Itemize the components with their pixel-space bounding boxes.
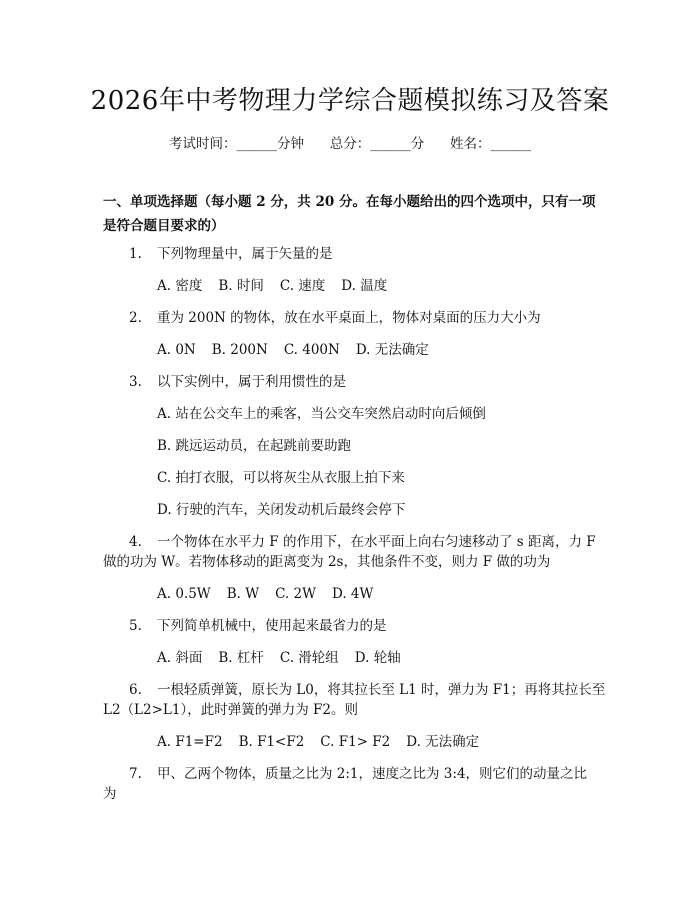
question-4-stem-line1 — [129, 532, 596, 552]
question-text: 下列物理量中，属于矢量的是 — [157, 246, 333, 262]
section-heading-line1: 一、单项选择题（每小题 2 分，共 20 分。在每小题给出的四个选项中，只有一项 — [103, 194, 596, 210]
option-a: A. 0N — [157, 342, 196, 358]
option-c: C. 2W — [275, 586, 316, 602]
option-a: A. 斜面 — [157, 650, 203, 666]
question-number: 1. — [129, 246, 142, 262]
option-c: C. 速度 — [279, 278, 326, 294]
question-7-stem-line1 — [129, 764, 587, 784]
option-d: D. 无法确定 — [406, 734, 480, 750]
option-a: A. 0.5W — [157, 586, 211, 602]
option-b: B. 杠杆 — [218, 650, 264, 666]
score-unit: 分 — [410, 136, 425, 152]
question-number: 3. — [129, 374, 142, 390]
page-title: 2026年中考物理力学综合题模拟练习及答案 — [90, 86, 610, 116]
question-1-stem — [129, 244, 333, 264]
question-5-stem — [129, 616, 387, 636]
option-d: D. 轮轴 — [354, 650, 401, 666]
score-blank: ______ — [370, 136, 411, 152]
question-number: 5. — [129, 618, 142, 634]
question-3-option-d: D. 行驶的汽车，关闭发动机后最终会停下 — [157, 502, 406, 518]
option-b: B. 时间 — [218, 278, 264, 294]
question-number: 4. — [129, 534, 142, 550]
exam-info-line — [0, 132, 700, 152]
section-heading-line2: 是符合题目要求的） — [103, 218, 225, 234]
option-d: D. 4W — [331, 586, 374, 602]
question-3-option-b: B. 跳远运动员，在起跳前要助跑 — [157, 438, 352, 454]
question-4-options — [157, 584, 389, 604]
name-blank: ______ — [490, 136, 531, 152]
question-3-option-a: A. 站在公交车上的乘客，当公交车突然启动时向后倾倒 — [157, 406, 486, 422]
question-5-options — [157, 648, 417, 668]
question-text: 下列简单机械中，使用起来最省力的是 — [157, 618, 387, 634]
question-text: 甲、乙两个物体，质量之比为 2:1，速度之比为 3:4，则它们的动量之比 — [157, 766, 588, 782]
question-number: 7. — [129, 766, 142, 782]
question-number: 6. — [129, 682, 142, 698]
option-c: C. F1> F2 — [320, 734, 391, 750]
question-6-options — [157, 732, 495, 752]
question-text: 重为 200N 的物体，放在水平桌面上，物体对桌面的压力大小为 — [157, 310, 541, 326]
question-1-options — [157, 276, 403, 296]
name-label: 姓名： — [450, 136, 491, 152]
question-text: 一根轻质弹簧，原长为 L0，将其拉长至 L1 时，弹力为 F1；再将其拉长至 — [157, 682, 606, 698]
option-d: D. 温度 — [341, 278, 388, 294]
section-heading — [103, 190, 603, 238]
option-b: B. F1<F2 — [238, 734, 305, 750]
option-d: D. 无法确定 — [355, 342, 429, 358]
question-text: 一个物体在水平力 F 的作用下，在水平面上向右匀速移动了 s 距离，力 F — [157, 534, 596, 550]
option-b: B. 200N — [211, 342, 268, 358]
question-text: 以下实例中，属于利用惯性的是 — [157, 374, 346, 390]
option-c: C. 400N — [283, 342, 340, 358]
question-4-stem-line2: 做的功为 W。若物体移动的距离变为 2s，其他条件不变，则力 F 做的功为 — [103, 554, 551, 570]
question-6-stem-line1 — [129, 680, 605, 700]
option-a: A. 密度 — [157, 278, 203, 294]
option-c: C. 滑轮组 — [279, 650, 339, 666]
question-3-stem — [129, 372, 346, 392]
time-label: 考试时间： — [169, 136, 237, 152]
question-3-option-c: C. 拍打衣服，可以将灰尘从衣服上拍下来 — [157, 470, 405, 486]
option-a: A. F1=F2 — [157, 734, 223, 750]
question-7-stem-line2: 为 — [103, 786, 117, 802]
question-2-stem — [129, 308, 541, 328]
score-label: 总分： — [329, 136, 371, 152]
option-b: B. W — [226, 586, 260, 602]
time-unit: 分钟 — [277, 136, 304, 152]
time-blank: ______ — [236, 136, 277, 152]
question-2-options — [157, 340, 445, 360]
question-6-stem-line2: L2（L2>L1），此时弹簧的弹力为 F2。则 — [103, 702, 358, 718]
question-number: 2. — [129, 310, 142, 326]
